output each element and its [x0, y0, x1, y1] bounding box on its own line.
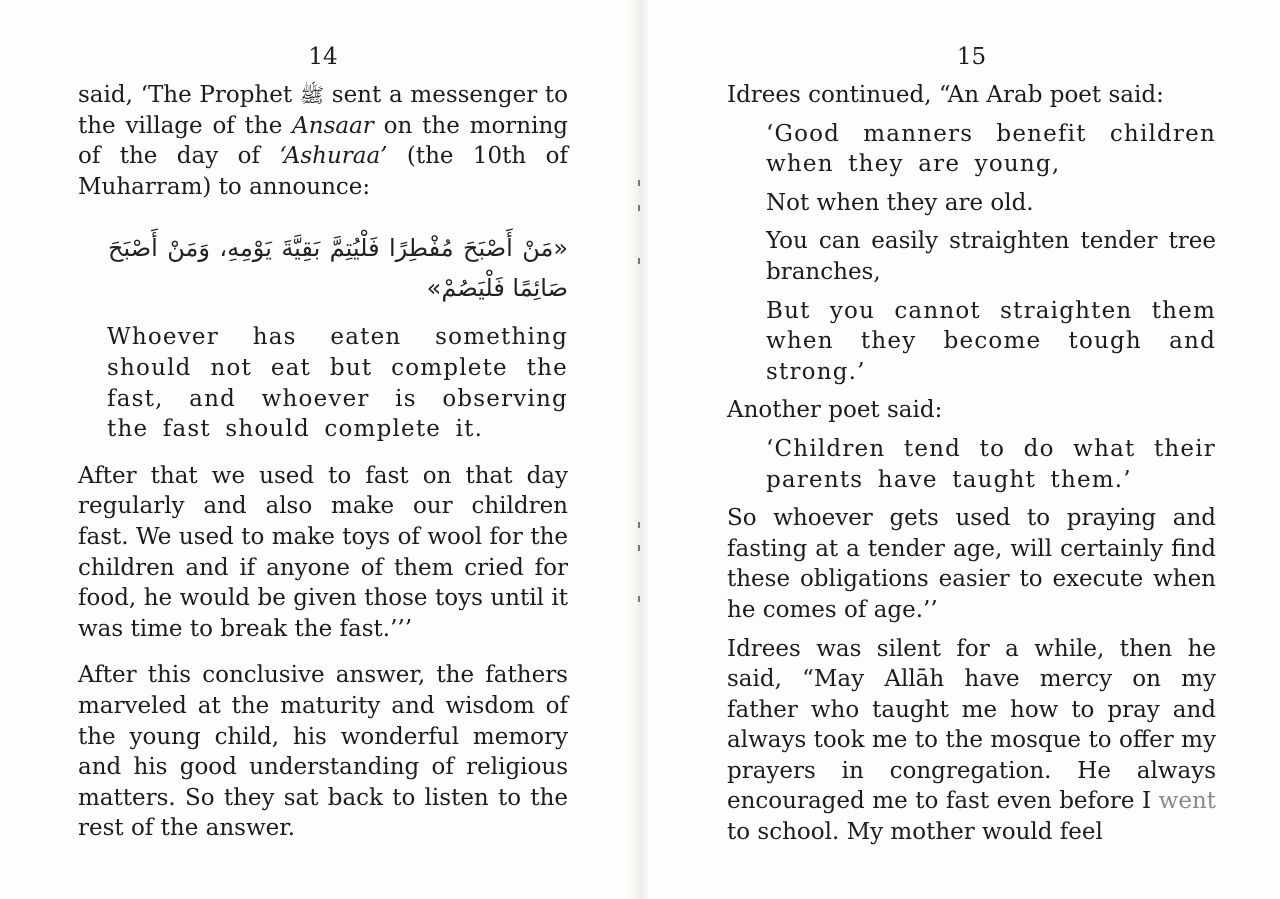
text-run: (the 10th of Muharram) to announce:	[78, 143, 568, 200]
right-page	[727, 42, 1216, 864]
honorific-symbol: ﷺ	[299, 83, 325, 107]
page-number-right: 15	[956, 44, 987, 70]
left-paragraph-1	[78, 80, 568, 202]
text-run: sent a messenger to the village of the	[78, 82, 568, 139]
gutter-mark	[638, 258, 640, 264]
right-paragraph-so: So whoever gets used to praying and fasting at a tender age, will certainly find these obligations easier to execute when he comes of age.’’	[727, 505, 1216, 623]
gutter-mark	[638, 205, 640, 211]
gutter-mark	[638, 596, 640, 602]
book-gutter	[628, 0, 650, 899]
italic-term-ansaar: Ansaar	[292, 112, 374, 139]
left-paragraph-2: After that we used to fast on that day regularly and also make our children fast. We used to make toys of wool for the children and if anyone of them cried for food, he would be given those toys until it was time to break the fast.’’’	[78, 462, 568, 642]
hadith-translation: Whoever has eaten something should not eat but complete the fast, and whoever is observing the fast should complete it.	[107, 324, 568, 443]
text-run: to school. My mother would feel	[727, 819, 1103, 846]
arabic-hadith-text: «مَنْ أَصْبَحَ مُفْطِرًا فَلْيُتِمَّ بَقِيَّةَ يَوْمِهِ، وَمَنْ أَصْبَحَ صَائِمًا فَلْيَصُمْ»	[108, 234, 568, 303]
text-run: on the morning of the day of	[78, 112, 569, 170]
faint-word-went: went	[1158, 788, 1216, 815]
verse-2: ‘Children tend to do what their parents have taught them.’	[766, 435, 1216, 493]
verse-1-line-4: But you cannot straighten them when they become tough and strong.’	[766, 297, 1216, 385]
verse-1-line-1: ‘Good manners benefit children when they are young,	[766, 120, 1216, 178]
right-paragraph-last	[727, 634, 1216, 848]
verse-1-line-2: Not when they are old.	[766, 189, 1034, 216]
text-run: Idrees was silent for a while, then he said, “May Allāh have mercy on my father who taught me how to pray and always took me to the mosque to offer my prayers in congregation. He always encouraged me to fast even before I	[727, 635, 1216, 815]
verse-1-line-3: You can easily straighten tender tree branches,	[766, 228, 1216, 285]
page-number-left: 14	[308, 44, 338, 70]
italic-term-ashuraa: ‘Ashuraa’	[279, 143, 388, 170]
another-poet: Another poet said:	[727, 397, 943, 424]
gutter-mark	[638, 545, 640, 551]
left-page	[78, 42, 568, 860]
right-intro: Idrees continued, “An Arab poet said:	[727, 82, 1164, 108]
gutter-mark	[638, 522, 640, 528]
left-paragraph-3: After this conclusive answer, the fathers marveled at the maturity and wisdom of the young child, his wonderful memory and his good understanding of religious matters. So they sat back to listen to the rest of the answer.	[78, 662, 568, 842]
text-run: said, ‘The Prophet	[78, 82, 300, 108]
gutter-mark	[638, 180, 640, 186]
